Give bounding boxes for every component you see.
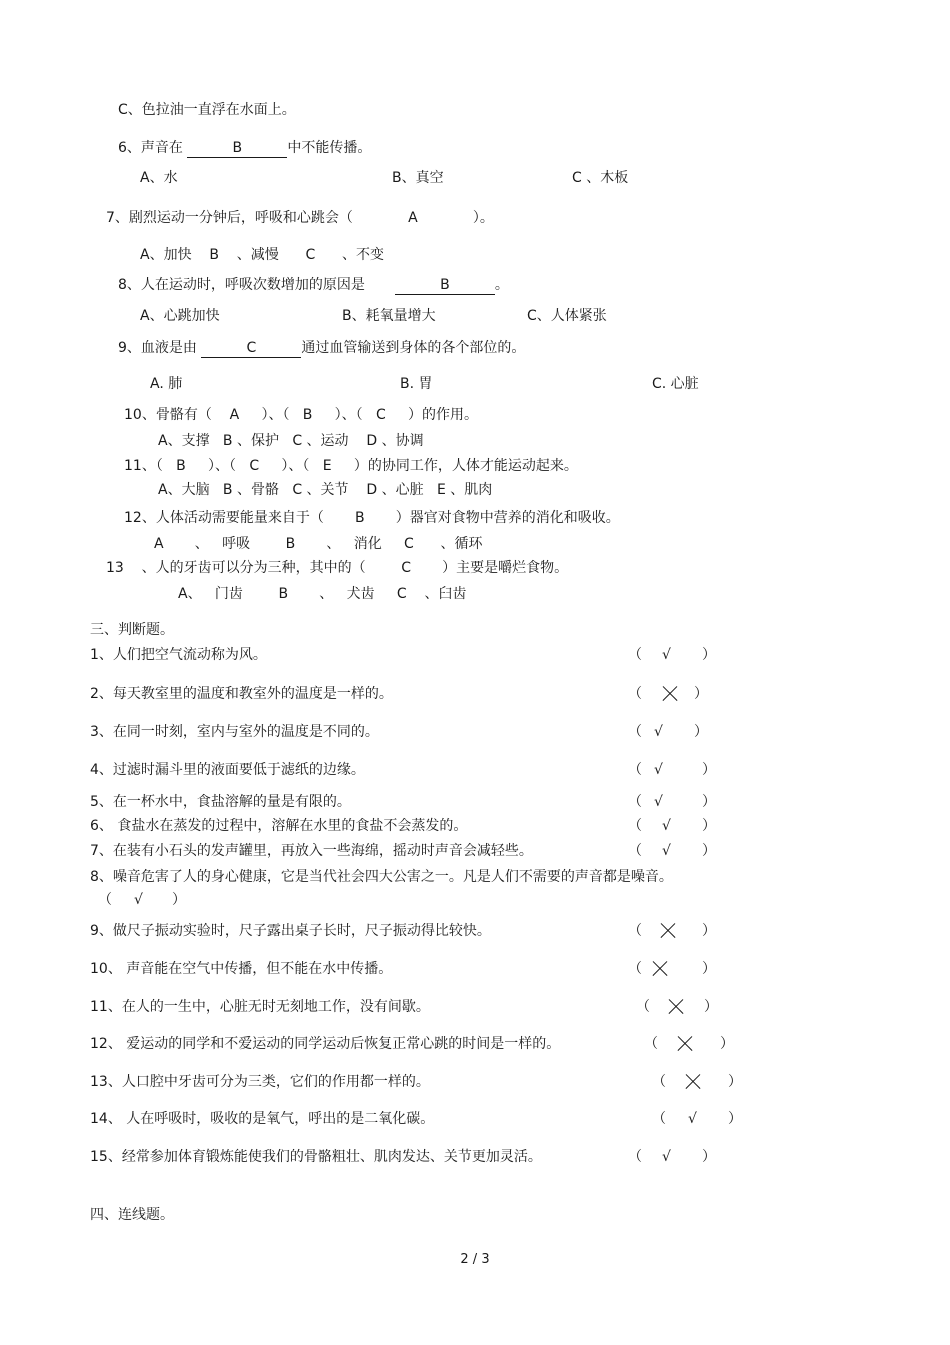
judge-4-close: ） bbox=[702, 762, 716, 778]
judge-8-close: ） bbox=[172, 892, 186, 908]
judge-9-open: （ bbox=[628, 923, 642, 939]
judge-1-close: ） bbox=[702, 647, 716, 663]
q7-stem: 7、剧烈运动一分钟后，呼吸和心跳会（ A ）。 bbox=[106, 210, 494, 226]
section-4-heading: 四、连线题。 bbox=[90, 1207, 174, 1223]
q9-stem: 9、血液是由 C 通过血管输送到身体的各个部位的。 bbox=[118, 340, 526, 356]
judge-item-12: 12、 爱运动的同学和不爱运动的同学运动后恢复正常心跳的时间是一样的。 bbox=[90, 1036, 561, 1052]
q8-option-c: C、人体紧张 bbox=[527, 308, 607, 324]
judge-2-close: ） bbox=[694, 686, 708, 702]
q9-option-c: C. 心脏 bbox=[652, 376, 699, 392]
cross-mark-icon bbox=[662, 686, 678, 702]
judge-7-mark: √ bbox=[662, 843, 671, 859]
judge-10-open: （ bbox=[628, 961, 642, 977]
judge-item-14: 14、 人在呼吸时，吸收的是氧气，呼出的是二氧化碳。 bbox=[90, 1111, 435, 1127]
judge-item-11: 11、在人的一生中，心脏无时无刻地工作，没有间歇。 bbox=[90, 999, 430, 1015]
judge-4-open: （ bbox=[628, 762, 642, 778]
q9-option-b: B. 胃 bbox=[400, 376, 433, 392]
judge-8-mark: √ bbox=[134, 892, 143, 908]
q12-options: A 、 呼吸 B 、 消化 C 、循环 bbox=[154, 536, 483, 552]
cross-mark-icon bbox=[668, 999, 684, 1015]
cross-mark-icon bbox=[677, 1036, 693, 1052]
judge-item-5: 5、在一杯水中，食盐溶解的量是有限的。 bbox=[90, 794, 351, 810]
q8-answer: B bbox=[395, 276, 495, 295]
judge-item-1: 1、人们把空气流动称为风。 bbox=[90, 647, 267, 663]
judge-item-13: 13、人口腔中牙齿可分为三类，它们的作用都一样的。 bbox=[90, 1074, 430, 1090]
q5-option-c: C、色拉油一直浮在水面上。 bbox=[118, 102, 296, 118]
judge-item-7: 7、在装有小石头的发声罐里，再放入一些海绵，摇动时声音会减轻些。 bbox=[90, 843, 533, 859]
judge-14-open: （ bbox=[652, 1111, 666, 1127]
cross-mark-icon bbox=[652, 961, 668, 977]
judge-15-open: （ bbox=[628, 1149, 642, 1165]
judge-item-6: 6、 食盐水在蒸发的过程中，溶解在水里的食盐不会蒸发的。 bbox=[90, 818, 468, 834]
page-number: 2 / 3 bbox=[460, 1252, 490, 1267]
q12-stem: 12、人体活动需要能量来自于（ B ）器官对食物中营养的消化和吸收。 bbox=[124, 510, 620, 526]
q8-option-b: B、耗氧量增大 bbox=[342, 308, 436, 324]
judge-6-close: ） bbox=[702, 818, 716, 834]
judge-13-close: ） bbox=[728, 1074, 742, 1090]
judge-14-close: ） bbox=[728, 1111, 742, 1127]
q8-option-a: A、心跳加快 bbox=[140, 308, 220, 324]
judge-1-open: （ bbox=[628, 647, 642, 663]
judge-8-open: （ bbox=[98, 892, 112, 908]
judge-9-close: ） bbox=[702, 923, 716, 939]
q10-options: A、支撑 B 、保护 C 、运动 D 、协调 bbox=[158, 433, 424, 449]
judge-item-9: 9、做尺子振动实验时，尺子露出桌子长时，尺子振动得比较快。 bbox=[90, 923, 491, 939]
judge-6-mark: √ bbox=[662, 818, 671, 834]
q6-answer: B bbox=[187, 139, 287, 158]
judge-7-close: ） bbox=[702, 843, 716, 859]
judge-10-close: ） bbox=[702, 961, 716, 977]
judge-5-open: （ bbox=[628, 794, 642, 810]
judge-11-close: ） bbox=[704, 999, 718, 1015]
q13-options: A、 门齿 B 、 犬齿 C 、臼齿 bbox=[178, 586, 467, 602]
q6-option-b: B、真空 bbox=[392, 170, 444, 186]
judge-3-mark: √ bbox=[654, 724, 663, 740]
q11-options: A、大脑 B 、骨骼 C 、关节 D 、心脏 E 、肌肉 bbox=[158, 482, 493, 498]
judge-13-open: （ bbox=[652, 1074, 666, 1090]
q7-answer: A bbox=[408, 210, 418, 226]
judge-item-8: 8、噪音危害了人的身心健康，它是当代社会四大公害之一。凡是人们不需要的声音都是噪音。 bbox=[90, 869, 673, 885]
judge-item-3: 3、在同一时刻，室内与室外的温度是不同的。 bbox=[90, 724, 379, 740]
judge-item-2: 2、每天教室里的温度和教室外的温度是一样的。 bbox=[90, 686, 393, 702]
judge-5-mark: √ bbox=[654, 794, 663, 810]
judge-12-close: ） bbox=[720, 1036, 734, 1052]
q10-stem: 10、骨骼有（ A ）、（ B ）、（ C ）的作用。 bbox=[124, 407, 479, 423]
judge-15-close: ） bbox=[702, 1149, 716, 1165]
judge-6-open: （ bbox=[628, 818, 642, 834]
section-3-heading: 三、判断题。 bbox=[90, 622, 174, 638]
judge-2-open: （ bbox=[628, 686, 642, 702]
judge-11-open: （ bbox=[636, 999, 650, 1015]
judge-5-close: ） bbox=[702, 794, 716, 810]
judge-12-open: （ bbox=[644, 1036, 658, 1052]
q6-option-c: C 、木板 bbox=[572, 170, 629, 186]
cross-mark-icon bbox=[685, 1074, 701, 1090]
q7-options: A、加快 B 、减慢 C 、不变 bbox=[140, 247, 384, 263]
judge-3-close: ） bbox=[694, 724, 708, 740]
q6-option-a: A、水 bbox=[140, 170, 178, 186]
judge-1-mark: √ bbox=[662, 647, 671, 663]
cross-mark-icon bbox=[660, 923, 676, 939]
judge-item-15: 15、经常参加体育锻炼能使我们的骨骼粗壮、肌肉发达、关节更加灵活。 bbox=[90, 1149, 542, 1165]
judge-item-4: 4、过滤时漏斗里的液面要低于滤纸的边缘。 bbox=[90, 762, 365, 778]
q9-option-a: A. 肺 bbox=[150, 376, 183, 392]
q6-stem: 6、声音在 B 中不能传播。 bbox=[118, 140, 372, 156]
judge-item-10: 10、 声音能在空气中传播，但不能在水中传播。 bbox=[90, 961, 393, 977]
judge-7-open: （ bbox=[628, 843, 642, 859]
q13-stem: 13 、人的牙齿可以分为三种，其中的（ C ）主要是嚼烂食物。 bbox=[106, 560, 569, 576]
judge-14-mark: √ bbox=[688, 1111, 697, 1127]
judge-3-open: （ bbox=[628, 724, 642, 740]
q8-stem: 8、人在运动时，呼吸次数增加的原因是 B 。 bbox=[118, 277, 509, 293]
q11-stem: 11、（ B ）、（ C ）、（ E ）的协同工作，人体才能运动起来。 bbox=[124, 458, 578, 474]
q9-answer: C bbox=[201, 339, 301, 358]
judge-15-mark: √ bbox=[662, 1149, 671, 1165]
judge-4-mark: √ bbox=[654, 762, 663, 778]
